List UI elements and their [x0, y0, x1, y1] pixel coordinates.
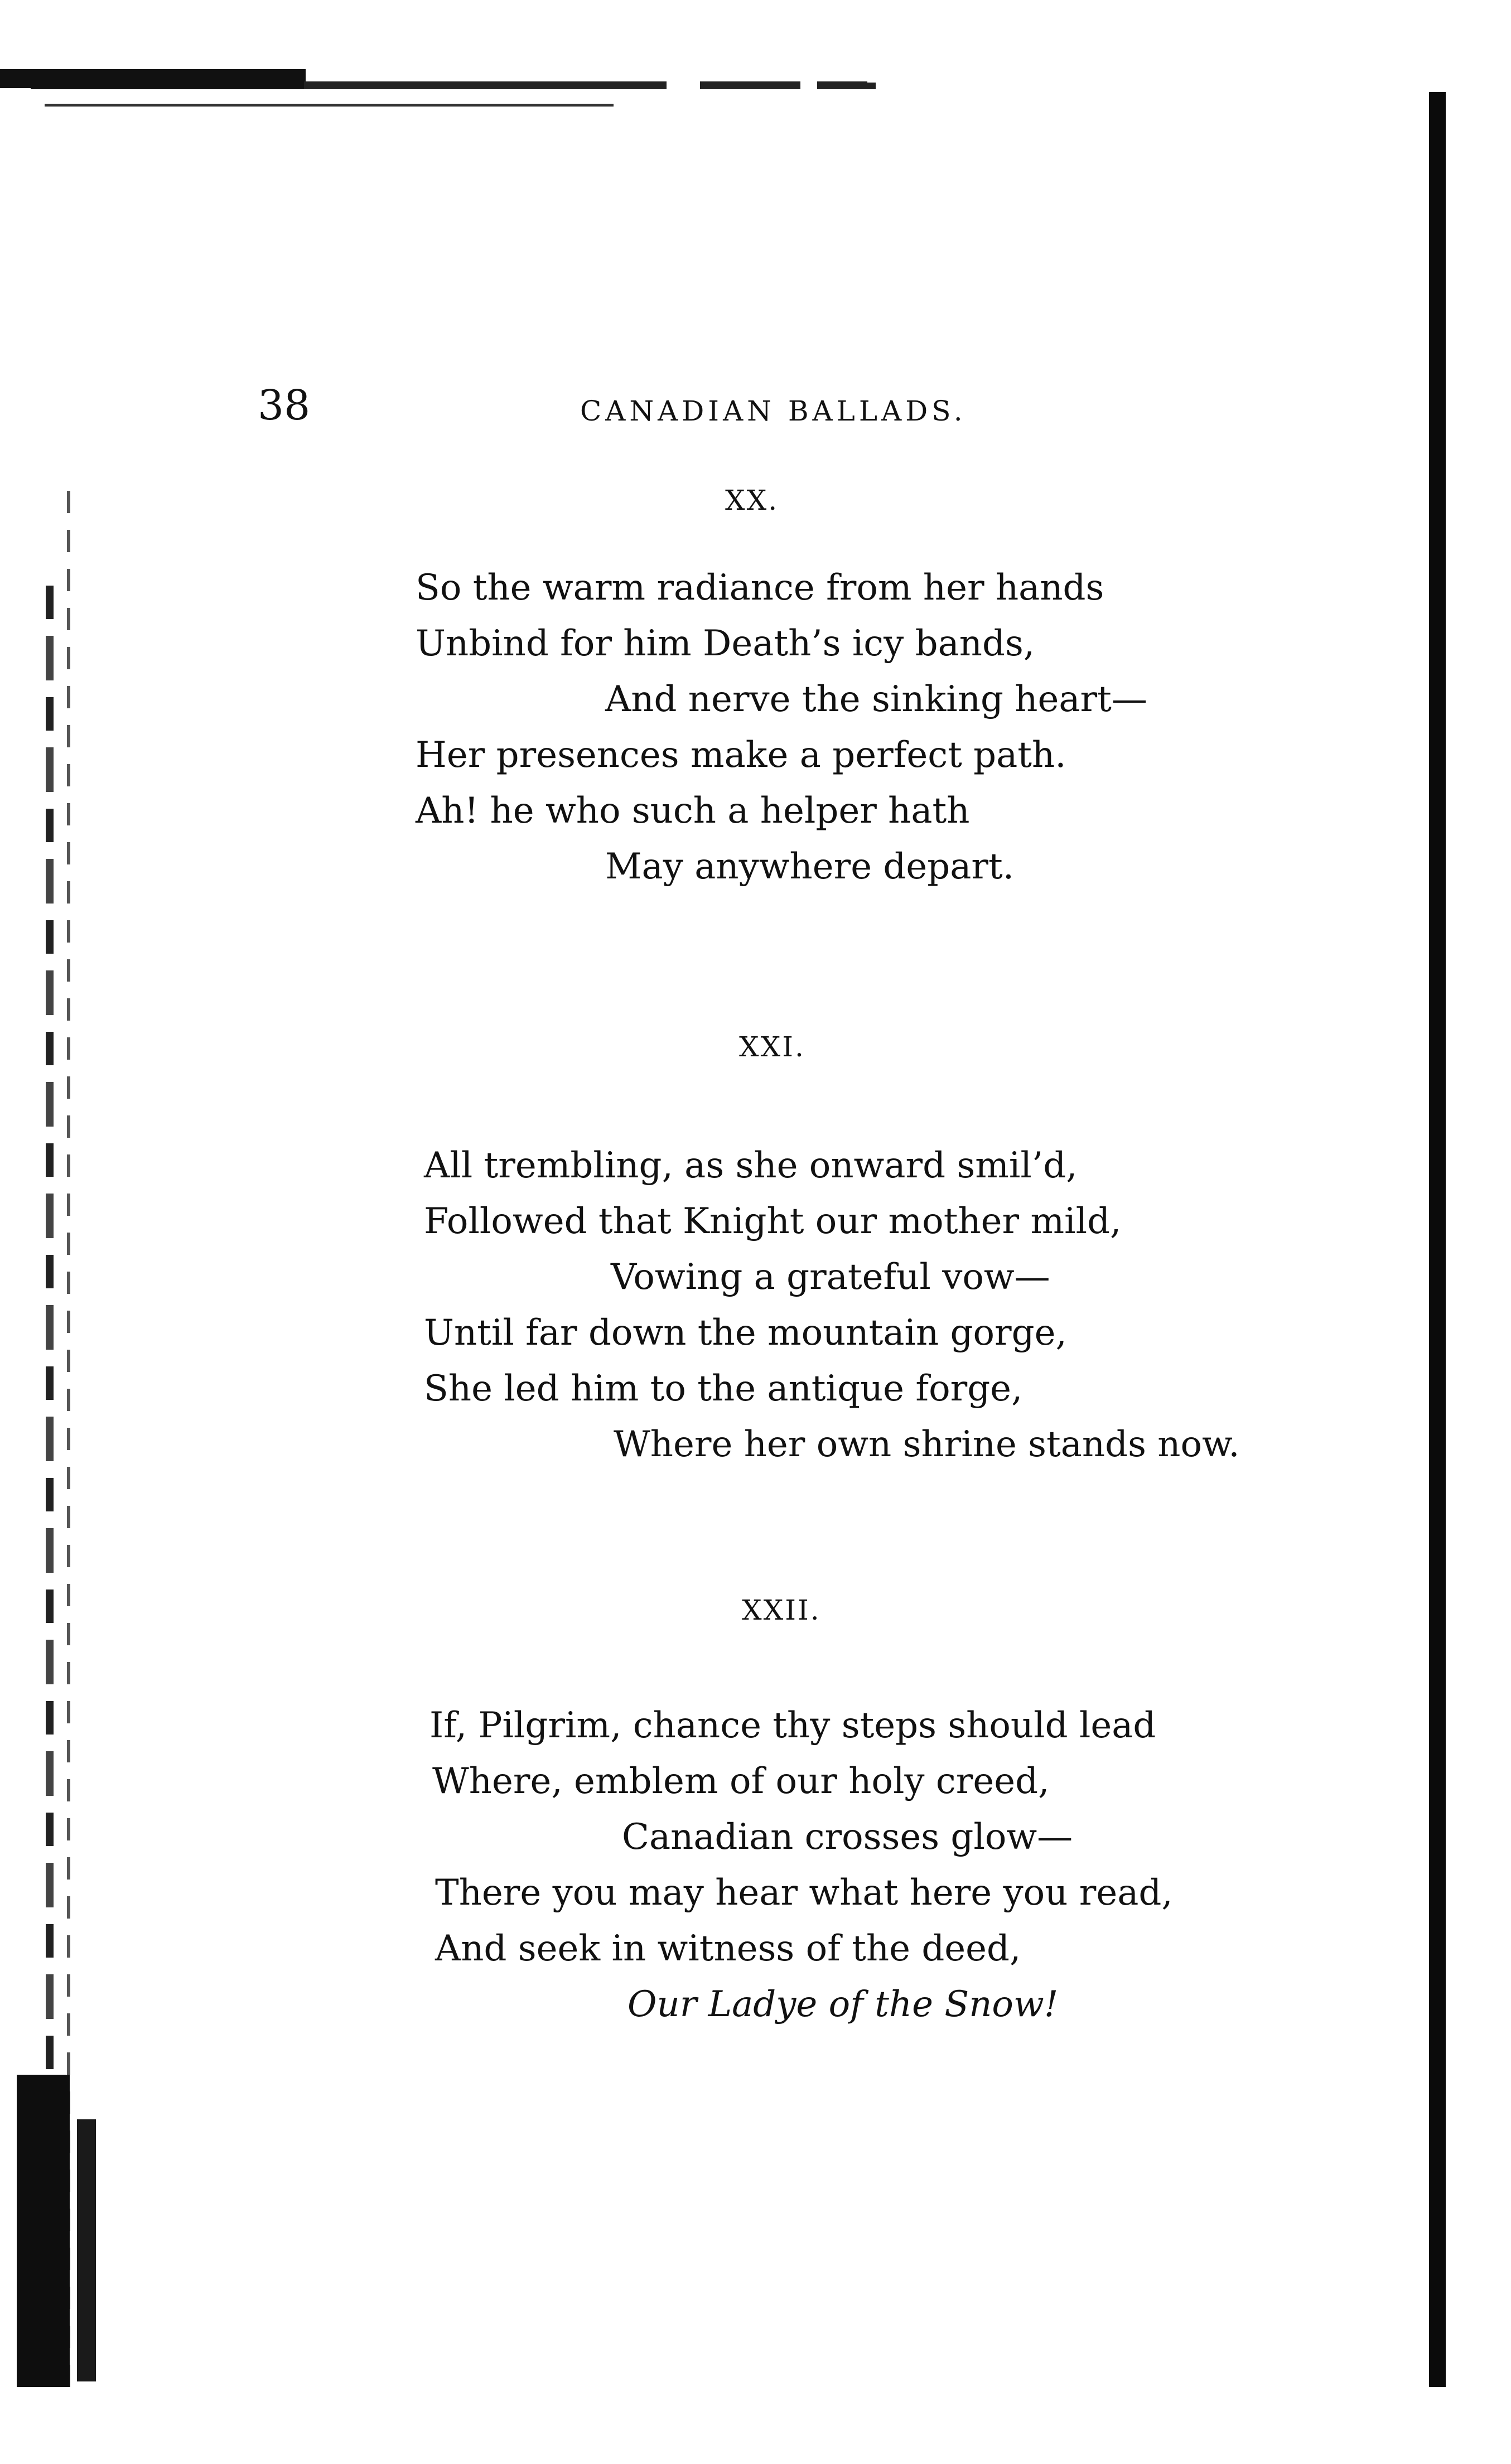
scan-corner-shadow — [77, 2119, 96, 2381]
page-number: 38 — [258, 381, 311, 429]
stanza-number: XX. — [725, 484, 779, 516]
verse-line: If, Pilgrim, chance thy steps should lead — [429, 1705, 1156, 1746]
verse-line-italic: Our Ladye of the Snow! — [627, 1984, 1059, 2025]
scan-corner-shadow — [17, 2075, 70, 2387]
scan-speck — [866, 83, 876, 89]
stanza-number: XXII. — [742, 1594, 821, 1626]
verse-line: Canadian crosses glow— — [622, 1816, 1073, 1858]
scan-line — [45, 104, 614, 107]
verse-line: All trembling, as she onward smil’d, — [424, 1145, 1078, 1186]
page-edge-right — [1429, 92, 1446, 2387]
verse-line: Ah! he who such a helper hath — [416, 790, 970, 832]
verse-line: There you may hear what here you read, — [435, 1872, 1173, 1914]
running-title: CANADIAN BALLADS. — [580, 395, 967, 427]
verse-line: Unbind for him Death’s icy bands, — [416, 623, 1035, 664]
verse-line: Followed that Knight our mother mild, — [424, 1201, 1122, 1242]
verse-line: Her presences make a perfect path. — [416, 735, 1066, 776]
stanza-number: XXI. — [739, 1031, 805, 1063]
verse-line: May anywhere depart. — [605, 846, 1015, 887]
verse-line: And seek in witness of the deed, — [435, 1928, 1021, 1969]
top-rule — [31, 81, 867, 89]
verse-line: Vowing a grateful vow— — [611, 1257, 1050, 1298]
verse-line: Where, emblem of our holy creed, — [432, 1761, 1050, 1802]
verse-line: Until far down the mountain gorge, — [424, 1312, 1067, 1354]
verse-line: So the warm radiance from her hands — [416, 567, 1104, 608]
verse-line: Where her own shrine stands now. — [614, 1424, 1240, 1465]
verse-line: And nerve the sinking heart— — [605, 679, 1147, 720]
verse-line: She led him to the antique forge, — [424, 1368, 1023, 1409]
